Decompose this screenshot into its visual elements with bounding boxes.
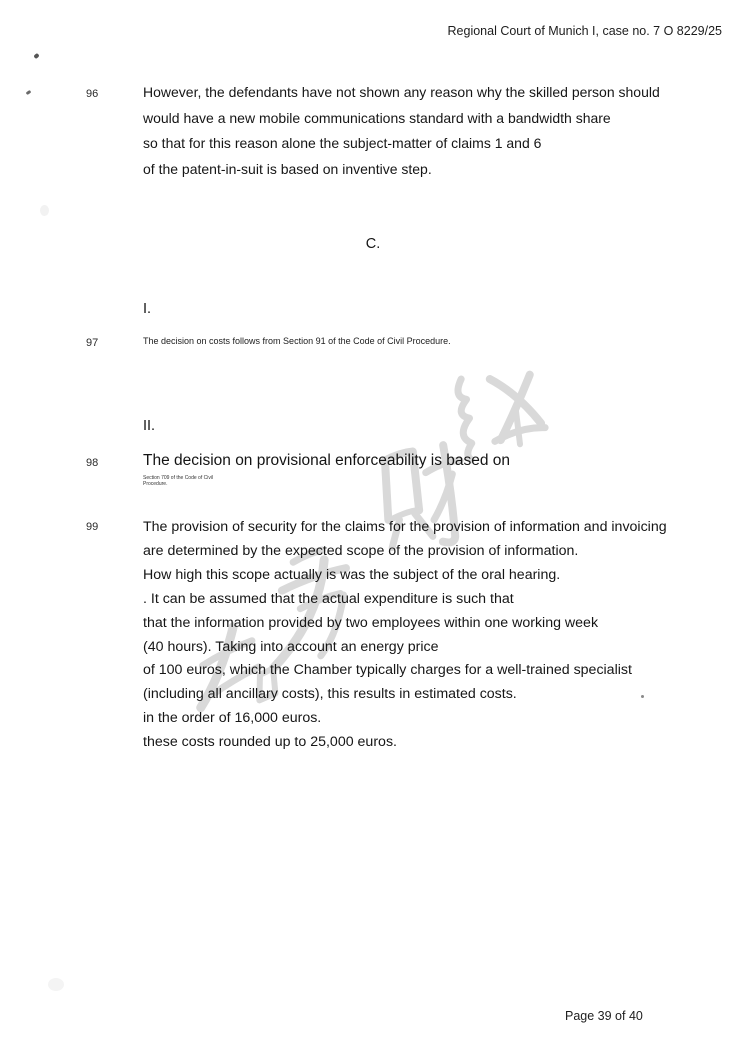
watermark-glyph-4 — [452, 364, 548, 460]
paragraph-97-text: The decision on costs follows from Section 91 of the Code of Civil Procedure. — [143, 336, 451, 346]
paragraph-99 — [143, 516, 667, 755]
faint-smudge — [40, 205, 49, 216]
paragraph-99-line-3: How high this scope actually is was the subject of the oral hearing. — [143, 566, 561, 583]
paragraph-99-line-2: are determined by the expected scope of the provision of information. — [143, 542, 579, 559]
faint-smudge — [48, 978, 64, 991]
paragraph-number-98: 98 — [86, 457, 99, 469]
section-heading-1: I. — [143, 301, 152, 317]
paragraph-number-99: 99 — [86, 521, 99, 533]
paragraph-99-line-1: The provision of security for the claims for the provision of information and invoicing — [143, 519, 667, 535]
paragraph-99-line-9: in the order of 16,000 euros. — [143, 710, 322, 727]
page-footer-page-number: Page 39 of 40 — [565, 1009, 643, 1023]
paragraph-99-line-5: that the information provided by two employees within one working week — [143, 614, 599, 631]
paragraph-99-line-8: (including all ancillary costs), this results in estimated costs. — [143, 686, 517, 703]
paragraph-99-line-6: (40 hours). Taking into account an energy price — [143, 638, 439, 655]
paragraph-99-line-10: these costs rounded up to 25,000 euros. — [143, 734, 397, 751]
section-heading-2: II. — [143, 418, 156, 434]
ink-speck — [33, 53, 39, 59]
paragraph-98-footnote-line-2: Procedure. — [143, 480, 168, 487]
paragraph-99-line-4: . It can be assumed that the actual expenditure is such that — [143, 590, 514, 607]
ink-speck — [26, 90, 32, 95]
paragraph-99-line-7: of 100 euros, which the Chamber typically charges for a well-trained specialist — [143, 662, 632, 679]
paragraph-96-line-3: so that for this reason alone the subject-matter of claims 1 and 6 — [143, 135, 542, 151]
paragraph-98-text: The decision on provisional enforceability is based on — [143, 452, 511, 469]
paragraph-96-line-4: of the patent-in-suit is based on inventive step. — [143, 160, 432, 177]
paragraph-number-97: 97 — [86, 337, 99, 349]
paragraph-98-footnote-line-1: Section 709 of the Code of Civil — [143, 475, 214, 481]
page-header-case-reference: Regional Court of Munich I, case no. 7 O 8229/25 — [447, 24, 722, 38]
paragraph-96-line-1: However, the defendants have not shown any reason why the skilled person should — [143, 84, 660, 100]
section-heading-c: C. — [365, 236, 381, 252]
paragraph-96 — [143, 80, 660, 182]
paragraph-96-line-2: would have a new mobile communications standard with a bandwidth share — [143, 109, 611, 126]
paragraph-98-footnote — [143, 476, 213, 487]
paragraph-number-96: 96 — [86, 88, 99, 100]
